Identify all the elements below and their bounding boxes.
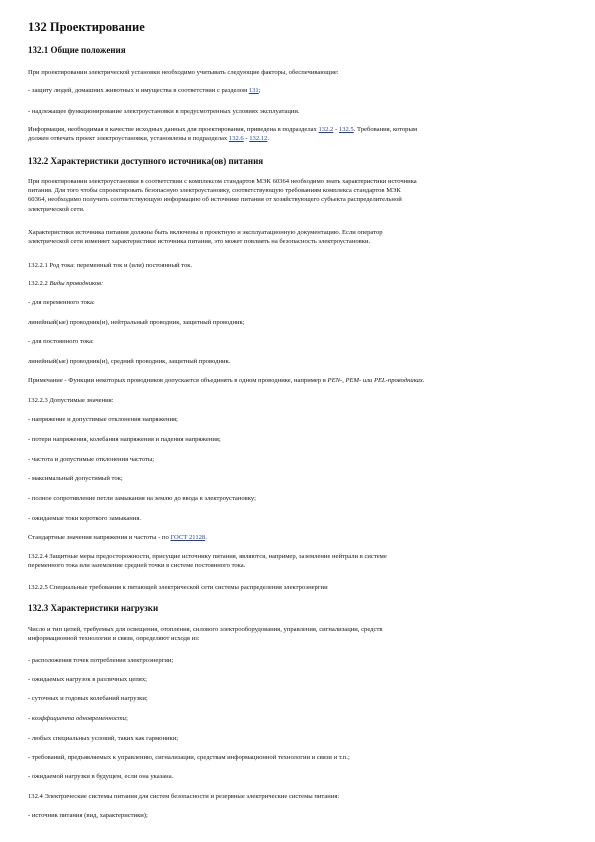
text: - — [333, 126, 339, 133]
text: - — [28, 715, 32, 722]
text: - — [243, 135, 250, 143]
paragraph-line — [28, 134, 569, 143]
list-item: - ожидаемые токи короткого замыкания. — [28, 515, 142, 522]
text: должен отвечать проект электроустановки, установлены в подразделах — [28, 135, 229, 143]
note — [28, 376, 569, 385]
text: . — [422, 377, 425, 384]
link-section-131[interactable]: 131 — [248, 87, 259, 94]
paragraph: линейный(ые) проводник(и), нейтральный проводник, защитный проводник; — [28, 319, 245, 326]
text: Информация, необходимая в качестве исходных данных для проектирования, приведена в подразделах — [28, 126, 319, 133]
paragraph — [28, 125, 569, 143]
paragraph — [28, 177, 569, 214]
list-item: - для постоянного тока: — [28, 338, 94, 345]
link-132-5[interactable]: 132.5 — [338, 126, 354, 133]
text: . — [205, 534, 207, 541]
list-item: - суточных и годовых колебаний нагрузки; — [28, 695, 148, 702]
list-item: - источник питания (вид, характеристики); — [28, 812, 148, 819]
text: PEN-, PEM- или PEL-проводниках — [327, 377, 423, 384]
link-132-2[interactable]: 132.2 — [318, 126, 334, 133]
paragraph-line — [28, 125, 569, 134]
paragraph-line: питания. Для того чтобы спроектировать безопасную электроустановку, соответствующую требованиям комплекса стандартов МЭК — [28, 187, 401, 195]
paragraph-line: переменного тока или заземление средней точки в системе постоянного тока. — [28, 562, 246, 570]
link-132-6[interactable]: 132.6 — [228, 135, 244, 143]
list-item: - ожидаемых нагрузок в различных цепях; — [28, 676, 147, 683]
list-item: - максимальный допустимый ток; — [28, 475, 123, 482]
text: Виды проводников: — [49, 280, 104, 287]
list-item: - частота и допустимые отклонения частоты; — [28, 456, 155, 463]
link-132-12[interactable]: 132.12 — [249, 135, 268, 143]
paragraph-line: Число и тип цепей, требуемых для освещения, отопления, силового электрооборудования, управления, сигнализации, средств — [28, 626, 383, 633]
list-item: - для переменного тока: — [28, 299, 95, 306]
paragraph — [28, 625, 569, 643]
list-item: - надлежащее функционирование электроустановки в предусмотренных условиях эксплуатации. — [28, 108, 300, 115]
link-gost-21128[interactable]: ГОСТ 21128 — [170, 534, 206, 541]
clause-132-2-4 — [28, 552, 569, 570]
list-item: - расположения точек потребления электроэнергии; — [28, 657, 174, 664]
paragraph-line: информационной технологии и связи, определяют исходя из: — [28, 635, 200, 643]
paragraph: При проектировании электрической установки необходимо учитывать следующие факторы, обеспечивающие: — [28, 69, 339, 76]
section-heading-132-3: 132.3 Характеристики нагрузки — [28, 603, 159, 613]
text: ; — [125, 715, 128, 722]
text: Стандартные значения напряжения и частоты - по — [28, 534, 171, 541]
paragraph-line: 60364, необходимо получить соответствующую информацию об источнике питания от хозяйствующего субъекта распределительной — [28, 196, 402, 204]
text: 132.2.2 — [28, 280, 50, 287]
list-item: - потери напряжения, колебания напряжения и падения напряжения; — [28, 436, 221, 443]
section-heading-132-2: 132.2 Характеристики доступного источника(ов) питания — [28, 156, 264, 166]
list-item: - любых специальных условий, таких как гармоники; — [28, 735, 179, 742]
list-item — [28, 714, 569, 723]
paragraph-line: Характеристики источника питания должны быть включены в проектную и эксплуатационную документацию. Если оператор — [28, 229, 383, 236]
list-item — [28, 86, 569, 95]
paragraph-line: При проектировании электроустановки в соответствии с комплексом стандартов МЭК 60364 необходимо знать характеристики источника — [28, 178, 417, 185]
clause-132-2-1: 132.2.1 Род тока: переменный ток и (или) постоянный ток. — [28, 262, 193, 269]
list-item: - напряжение и допустимые отклонения напряжения; — [28, 416, 178, 423]
clause-132-2-5: 132.2.5 Специальные требования к питающей электрической сети системы распределения электроэнергии — [28, 584, 328, 591]
paragraph-line: электрической сети изменяет характеристики источника питания, это может повлиять на безопасность электроустановки. — [28, 238, 371, 246]
list-item: - требований, предъявляемых к управлению, сигнализации, средствам информационной технологии и связи и т.п.; — [28, 754, 350, 761]
text: ; — [258, 87, 261, 94]
text: Примечание - Функции некоторых проводников допускается объединять в одном проводнике, например в — [28, 377, 328, 384]
text: . Требования, которым — [353, 126, 418, 133]
list-item: - полное сопротивление петли замыкания на землю до ввода в электроустановку; — [28, 495, 256, 502]
clause-132-4: 132.4 Электрические системы питания для систем безопасности и резервные электрические системы питания: — [28, 793, 340, 800]
list-item: - ожидаемой нагрузки в будущем, если она указана. — [28, 773, 174, 780]
clause-132-2-2 — [28, 279, 569, 288]
paragraph — [28, 533, 569, 542]
text: - защиту людей, домашних животных и имущества в соответствии с разделом — [28, 87, 249, 94]
section-heading-132-1: 132.1 Общие положения — [28, 45, 126, 55]
paragraph — [28, 228, 569, 246]
paragraph-line: электрической сети. — [28, 205, 85, 213]
page-title: 132 Проектирование — [28, 20, 145, 34]
clause-132-2-3: 132.2.3 Допустимые значения: — [28, 397, 114, 404]
text: . — [267, 135, 270, 143]
paragraph: линейный(ые) проводник(и), средний проводник, защитный проводник. — [28, 358, 231, 365]
paragraph-line: 132.2.4 Защитные меры предосторожности, присущие источнику питания, являются, например, заземление нейтрали в системе — [28, 553, 387, 560]
text: коэффициента одновременности — [31, 715, 126, 722]
